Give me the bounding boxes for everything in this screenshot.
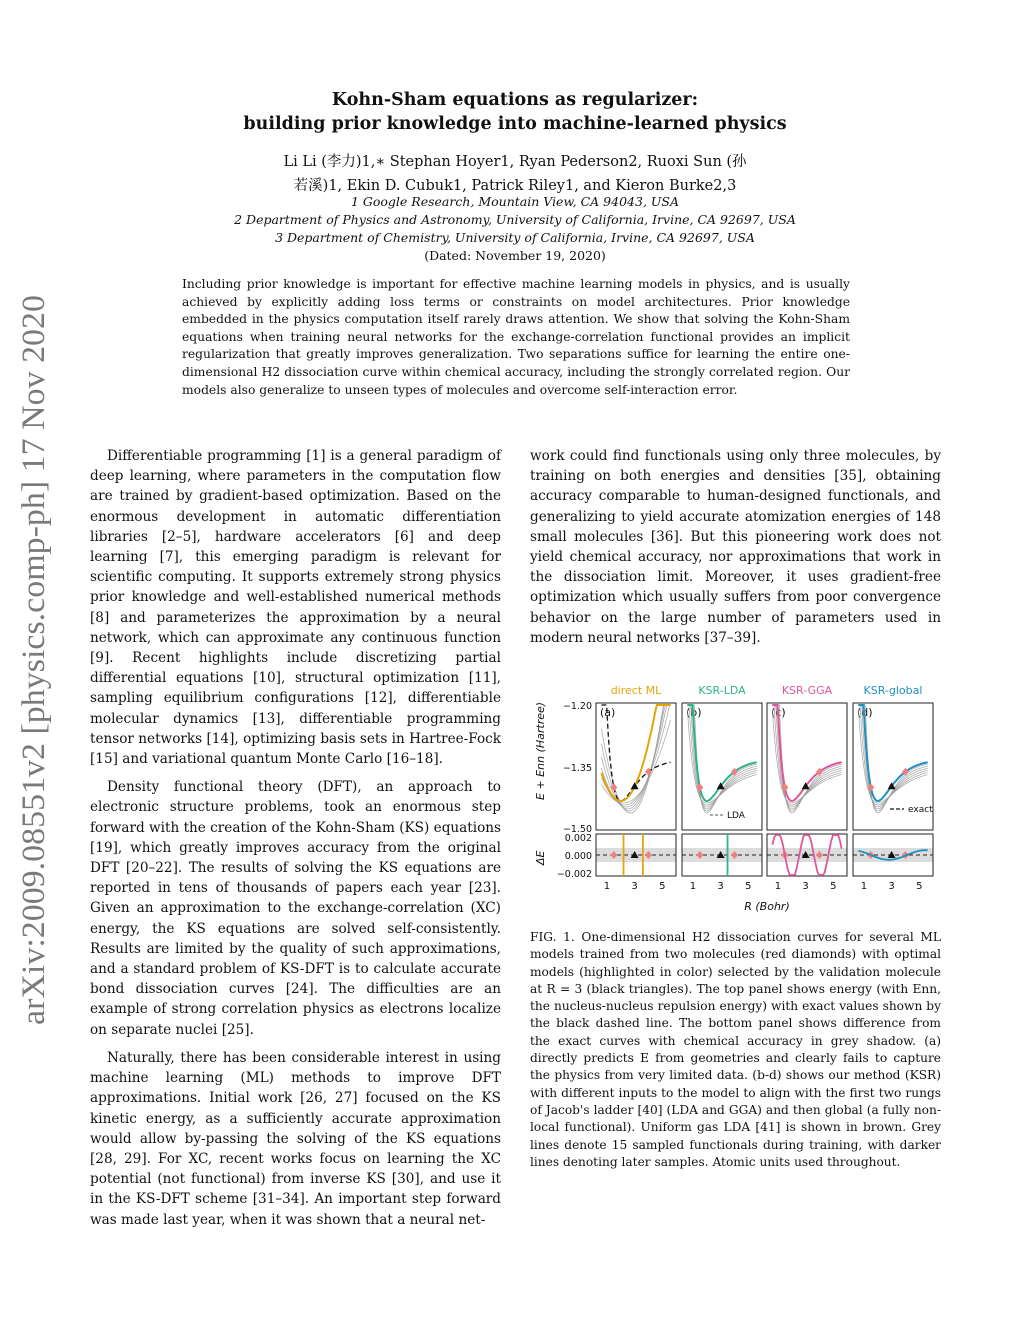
exact-legend-text: exact [908,805,933,815]
xtick-1-2: 5 [745,881,752,892]
left-column [90,446,501,1238]
bottom-ytick-1: 0.000 [564,851,592,862]
sample-curve-1-4 [687,705,756,811]
figure-1 [530,680,944,915]
paragraph-ml: Naturally, there has been considerable interest in using machine learning (ML) methods to improve DFT approximations. Initial work [26, 27] focused on the KS kinetic energy, as a sufficiently accurate approximation would allow by-passing the solving of the KS equations [28, 29]. For XC, recent works focus on learning the XC potential (not functional) from inverse KS [30], and use it in the KS-DFT scheme [31–34]. An important step forward was made last year, when it was shown that a neural net- [90,1049,501,1228]
affiliation-1: 1 Google Research, Mountain View, CA 94043, USA [350,194,680,209]
figure-caption: FIG. 1. One-dimensional H2 dissociation curves for several ML models trained from two molecules (red diamonds) with optimal models (highlighted in color) selected by the validation molecule at R = 3 (black triangles). The top panel shows energy (with Enn, the nucleus-nucleus repulsion energy) with exact values shown by the black dashed line. The bottom panel shows difference from the exact curves with chemical accuracy in grey shadow. (a) directly predicts E from geometries and clearly fails to capture the physics from very limited data. (b-d) shows our method (KSR) with different inputs to the model to align with the first two rungs of Jacob's ladder [40] (LDA and GGA) and then global (a fully non-local functional). Uniform gas LDA [41] is shown in brown. Grey lines denote 15 sampled functionals during training, with darker lines denoting later samples. Atomic units used throughout. [530,930,941,1169]
top-ytick-0: −1.20 [562,701,592,712]
bottom-ytick-2: −0.002 [556,869,592,880]
affiliations [150,193,880,265]
dated-line: (Dated: November 19, 2020) [424,248,606,263]
xtick-1-0: 1 [689,881,697,892]
sample-curve-1-5 [687,705,756,813]
column-title-1: KSR-LDA [698,684,746,697]
paper-title [150,88,880,136]
title-line-2: building prior knowledge into machine-learned physics [243,114,787,134]
xtick-0-0: 1 [603,881,611,892]
xtick-3-0: 1 [860,881,868,892]
lda-legend-text: LDA [727,811,745,821]
sample-curve-3-4 [858,705,927,811]
panel-label-0: (a) [600,706,616,719]
authors-line-2: 若溪)1, Ekin D. Cubuk1, Patrick Riley1, and Kieron Burke2,3 [293,178,737,194]
panel-label-2: (c) [771,706,786,719]
xtick-0-2: 5 [659,881,666,892]
authors-line-1: Li Li (李力)1,∗ Stephan Hoyer1, Ryan Pederson2, Ruoxi Sun (孙 [283,154,747,170]
xtick-2-0: 1 [774,881,782,892]
panel-label-3: (d) [857,706,873,719]
xtick-0-1: 3 [631,881,638,892]
sample-curve-0-2 [601,705,670,807]
xtick-2-1: 3 [802,881,809,892]
arxiv-stamp-svg [8,280,56,1040]
sample-curve-3-5 [858,705,927,813]
column-title-2: KSR-GGA [781,684,833,697]
arxiv-stamp-text: arXiv:2009.08551v2 [physics.comp-ph] 17 Nov 2020 [16,315,52,1025]
sample-curve-2-5 [772,705,841,813]
author-list [200,150,830,198]
column-title-3: KSR-global [863,684,923,697]
top-ytick-1: −1.35 [562,763,592,774]
paragraph-intro: Differentiable programming [1] is a general paradigm of deep learning, where parameters in the computation flow are trained by gradient-based optimization. Based on the enormous development in automatic differentiation libraries [2–5], hardware accelerators [6] and deep learning [7], this emerging paradigm is relevant for scientific computing. It supports extremely strong physics prior knowledge and well-established numerical methods [8] and parameterizes the approximation by a neural network, which can approximate any continuous function [9]. Recent highlights include discretizing partial differential equations [10], structural optimization [11], sampling equilibrium configurations [12], differentiable molecular dynamics [13], differentiable programming tensor networks [14], optimizing basis sets in Hartree-Fock [15] and variational quantum Monte Carlo [16–18]. [90,448,501,768]
figure-1-svg [530,680,944,915]
x-axis-label: R (Bohr) [744,900,790,913]
title-line-1: Kohn-Sham equations as regularizer: [331,90,699,110]
paragraph-dft: Density functional theory (DFT), an approach to electronic structure problems, took an enormous step forward with the creation of the Kohn-Sham (KS) equations [19], which greatly improves accuracy from the original DFT [20–22]. The results of solving the KS equations are reported in tens of thousands of papers each year [23]. Given an approximation to the exchange-correlation (XC) energy, the KS equations are solved self-consistently. Results are limited by the quality of such approximations, and a standard problem of KS-DFT is to calculate accurate bond dissociation curves [24]. The difficulties are an example of strong correlation physics as electrons localize on separate nuclei [25]. [90,779,501,1038]
affiliation-3: 3 Department of Chemistry, University of California, Irvine, CA 92697, USA [275,230,755,245]
xtick-2-2: 5 [830,881,837,892]
paragraph-continued: work could find functionals using only three molecules, by training on both energies and densities [35], obtaining accuracy comparable to human-designed functionals, and generalizing to yield accurate atomization energies of 148 small molecules [36]. But this pioneering work does not yield chemical accuracy, nor approximations that work in the dissociation limit. Moreover, it uses gradient-free optimization which usually suffers from poor convergence behavior on the large number of parameters used in modern neural networks [37–39]. [530,448,941,646]
xtick-1-1: 3 [717,881,724,892]
y-axis-label-top: E + Enn (Hartree) [534,701,547,800]
panel-label-1: (b) [686,706,702,719]
right-column [530,446,941,656]
bottom-ytick-0: 0.002 [564,833,592,844]
affiliation-2: 2 Department of Physics and Astronomy, University of California, Irvine, CA 92697, USA [234,212,796,227]
top-ytick-2: −1.50 [562,824,592,835]
y-axis-label-bottom: ΔE [534,850,547,865]
top-panel-frame-0 [596,703,676,830]
xtick-3-2: 5 [916,881,923,892]
sample-curve-2-4 [772,705,841,811]
arxiv-side-stamp [8,280,56,1040]
abstract: Including prior knowledge is important for effective machine learning models in physics, and is usually achieved by explicitly adding loss terms or constraints on model architectures. Prior knowledge embedded in the physics computation itself rarely draws attention. We show that solving the Kohn-Sham equations when training neural networks for the exchange-correlation functional provides an implicit regularization that greatly improves generalization. Two separations suffice for learning the entire one-dimensional H2 dissociation curve within chemical accuracy, including the strongly correlated region. Our models also generalize to unseen types of molecules and overcome self-interaction error. [182,277,850,397]
xtick-3-1: 3 [888,881,895,892]
column-title-0: direct ML [610,684,662,697]
